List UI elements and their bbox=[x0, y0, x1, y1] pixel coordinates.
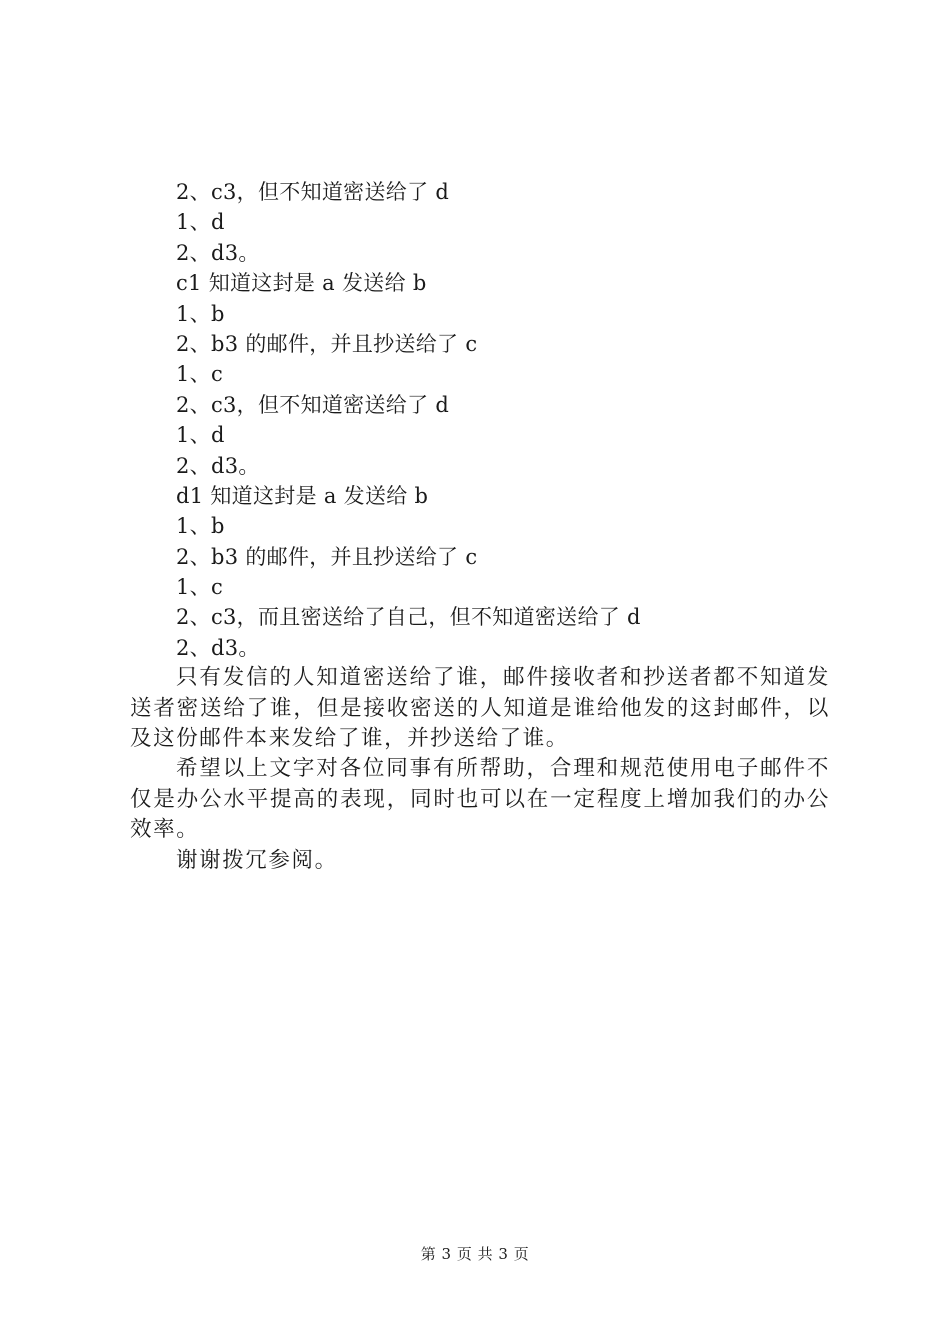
list-line: 1、d bbox=[176, 423, 225, 448]
list-line: 2、b3 的邮件，并且抄送给了 c bbox=[176, 331, 478, 356]
list-line: 1、d bbox=[176, 210, 225, 235]
list-line: 1、b bbox=[176, 301, 225, 326]
list-line: 2、d3。 bbox=[176, 635, 260, 660]
list-line: 2、d3。 bbox=[176, 453, 260, 478]
list-line: 2、c3，但不知道密送给了 d bbox=[176, 180, 450, 204]
list-line: 2、d3。 bbox=[176, 240, 260, 265]
paragraph-closing-note: 希望以上文字对各位同事有所帮助，合理和规范使用电子邮件不仅是办公水平提高的表现，同时也可以在一定程度上增加我们的办公效率。 bbox=[130, 756, 830, 843]
list-line: 2、c3，但不知道密送给了 d bbox=[176, 392, 450, 417]
paragraph-bcc-summary: 只有发信的人知道密送给了谁，邮件接收者和抄送者都不知道发送者密送给了谁，但是接收密送的人知道是谁给他发的这封邮件，以及这份邮件本来发给了谁，并抄送给了谁。 bbox=[130, 665, 830, 752]
list-line: 1、c bbox=[176, 575, 224, 600]
page-number-footer: 第 3 页 共 3 页 bbox=[420, 1245, 530, 1263]
list-line: d1 知道这封是 a 发送给 b bbox=[176, 483, 429, 508]
list-line: 2、b3 的邮件，并且抄送给了 c bbox=[176, 544, 478, 569]
paragraph-thanks: 谢谢拨冗参阅。 bbox=[176, 847, 338, 873]
list-line: 2、c3，而且密送给了自己，但不知道密送给了 d bbox=[176, 605, 641, 630]
list-line: 1、c bbox=[176, 362, 224, 387]
document-body bbox=[130, 177, 830, 876]
list-line: c1 知道这封是 a 发送给 b bbox=[176, 271, 427, 296]
list-line: 1、b bbox=[176, 514, 225, 539]
